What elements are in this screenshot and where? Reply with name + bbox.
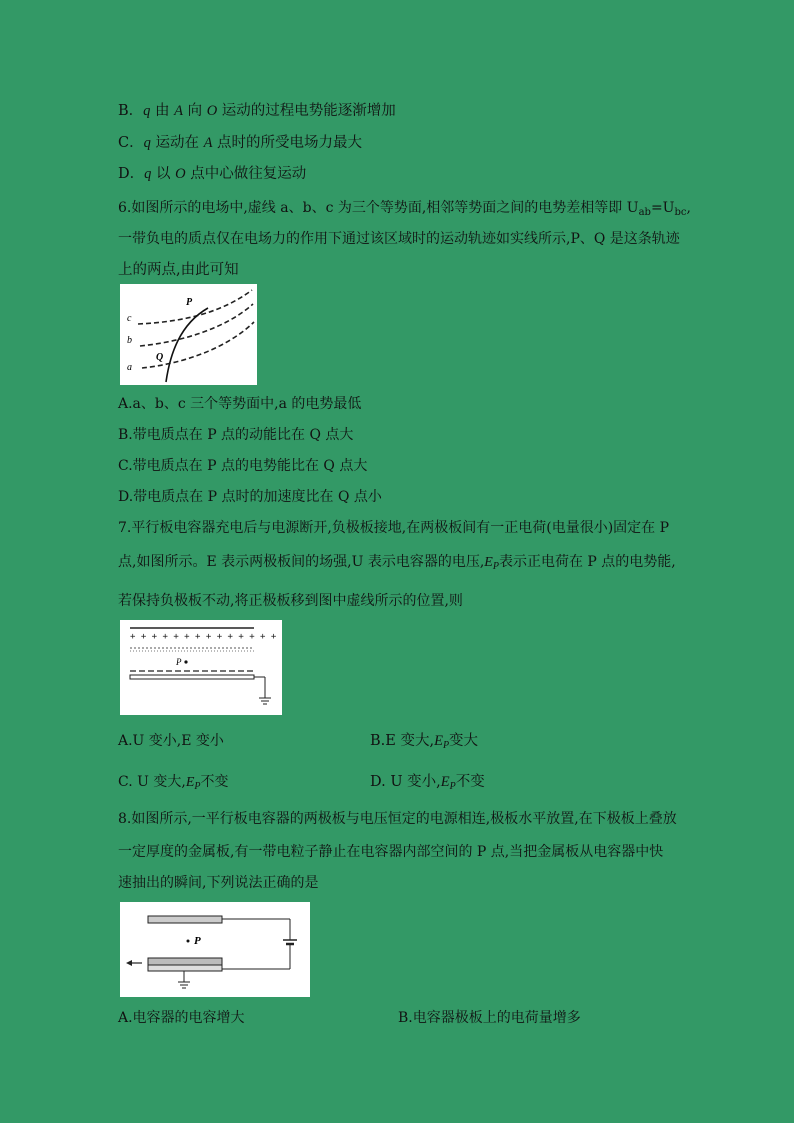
q7-stem-line2: 点,如图所示。E 表示两极板间的场强,U 表示电容器的电压$,E_P$表示正电荷在 P 点的电势能, <box>118 554 676 572</box>
label-p: P <box>176 657 182 667</box>
q7-option-a: A.U 变小,E 变小 <box>118 733 224 749</box>
q7-figure <box>120 620 282 715</box>
point-p <box>184 660 187 663</box>
q5-option-c: C．q 运动在 A 点时的所受电场力最大 <box>118 135 363 151</box>
q7-option-b: B.E 变大$,E_P$变大 <box>370 733 479 751</box>
label-q: Q <box>156 352 164 363</box>
q6-stem-line3: 上的两点,由此可知 <box>118 262 239 278</box>
label-a: a <box>127 362 132 373</box>
q6-option-d: D.带电质点在 P 点时的加速度比在 Q 点小 <box>118 489 382 505</box>
q7-stem-line3: 若保持负极板不动,将正极板移到图中虚线所示的位置,则 <box>118 593 463 609</box>
label-c: c <box>127 313 132 324</box>
negative-plate <box>130 675 254 679</box>
q6-stem-line2: 一带负电的质点仅在电场力的作用下通过该区域时的运动轨迹如实线所示,P、Q 是这条轨迹 <box>118 231 680 247</box>
equipotential-c <box>138 290 252 324</box>
equipotential-b <box>140 304 253 346</box>
q8-stem-line1: 8.如图所示,一平行板电容器的两极板与电压恒定的电源相连,极板水平放置,在下极板上叠放 <box>118 811 677 827</box>
point-p <box>187 940 190 943</box>
q8-figure <box>120 902 310 997</box>
plus-charges: + + + + + + + + + + + + + + <box>130 632 277 642</box>
trajectory <box>166 308 208 382</box>
label-p: P <box>186 297 193 308</box>
q7-option-d: D. U 变小$,E_P$不变 <box>370 774 485 792</box>
metal-slab <box>148 958 222 965</box>
q5-option-b: B．q 由 A 向 O 运动的过程电势能逐渐增加 <box>118 103 396 119</box>
q8-option-b: B.电容器极板上的电荷量增多 <box>398 1010 581 1026</box>
q5-option-d: D．q 以 O 点中心做往复运动 <box>118 166 307 182</box>
label-p: P <box>194 935 201 947</box>
q8-option-a: A.电容器的电容增大 <box>118 1010 245 1026</box>
q8-stem-line3: 速抽出的瞬间,下列说法正确的是 <box>118 875 319 891</box>
upper-plate <box>148 916 222 923</box>
q6-option-c: C.带电质点在 P 点的电势能比在 Q 点大 <box>118 458 368 474</box>
q8-stem-line2: 一定厚度的金属板,有一带电粒子静止在电容器内部空间的 P 点,当把金属板从电容器中快 <box>118 844 664 860</box>
q7-option-c: C. U 变大$,E_P$不变 <box>118 774 229 792</box>
q6-option-b: B.带电质点在 P 点的动能比在 Q 点大 <box>118 427 354 443</box>
lower-plate <box>148 965 222 971</box>
q6-figure <box>120 284 257 385</box>
q6-stem-line1: 6.如图所示的电场中,虚线 a、b、c 为三个等势面,相邻等势面之间的电势差相等即 $U_{ab}=U_{bc}$, <box>118 200 691 218</box>
label-b: b <box>127 335 132 346</box>
q7-stem-line1: 7.平行板电容器充电后与电源断开,负极板接地,在两极板间有一正电荷(电量很小)固定在 P <box>118 520 670 536</box>
q6-option-a: A.a、b、c 三个等势面中,a 的电势最低 <box>118 396 362 412</box>
